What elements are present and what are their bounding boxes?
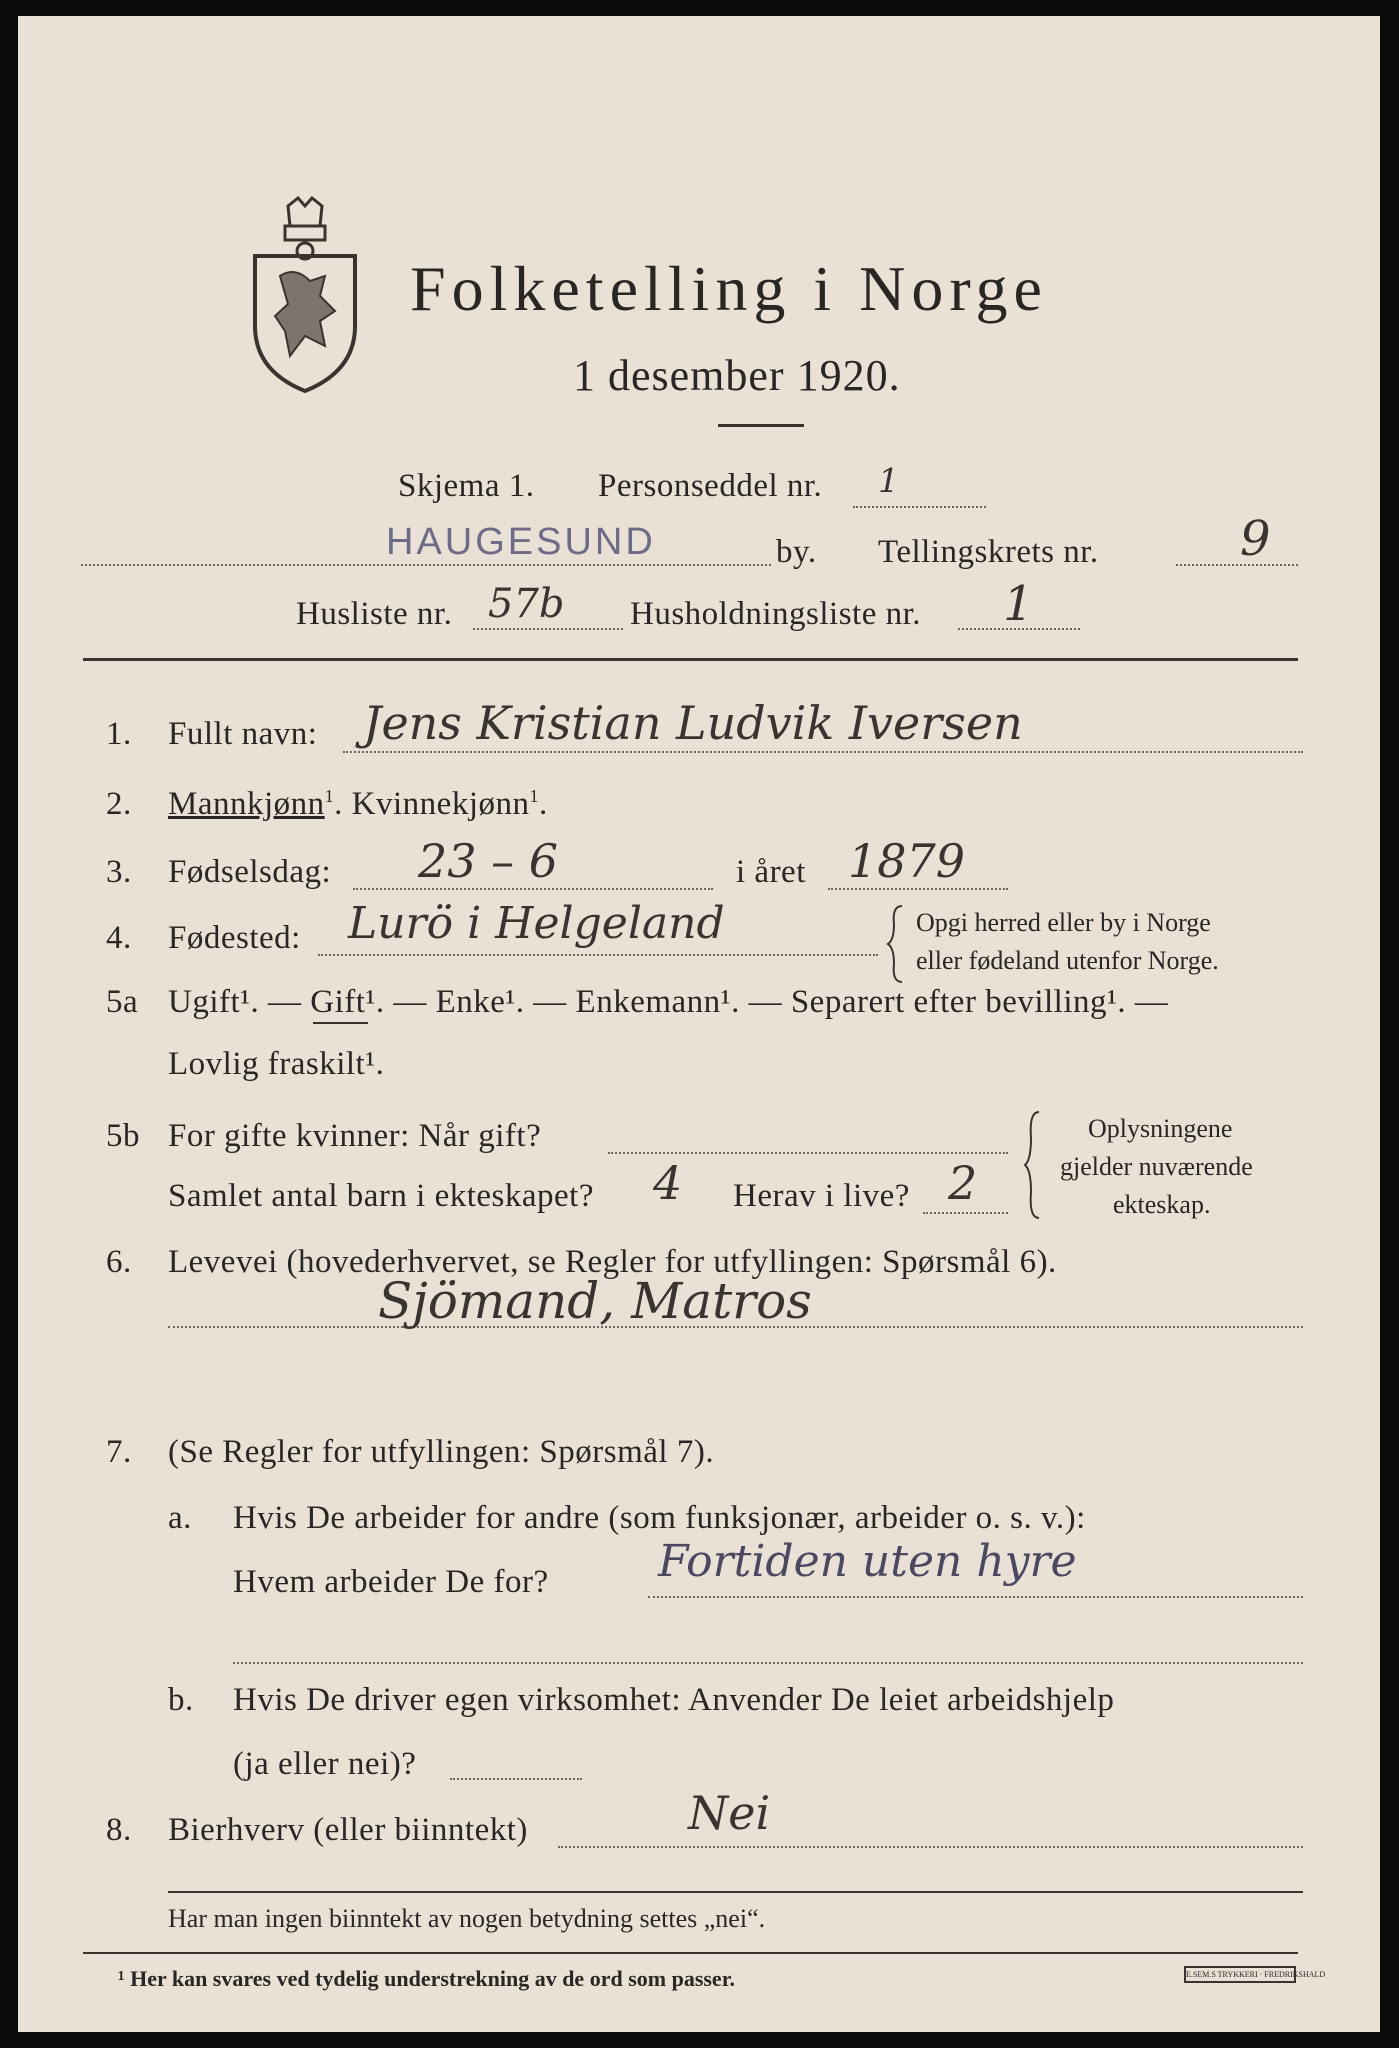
q8-number: 8.	[106, 1812, 132, 1848]
q7b-text: Hvis De driver egen virksomhet: Anvender De leiet arbeidshjelp	[233, 1682, 1115, 1718]
q6-number: 6.	[106, 1244, 132, 1280]
footnote: ¹ Her kan svares ved tydelig understrekning av de ord som passer.	[118, 1966, 735, 1991]
footer-note: Har man ingen biinntekt av nogen betydning settes „nei“.	[168, 1904, 766, 1933]
husholdningsliste-label: Husholdningsliste nr.	[630, 596, 922, 632]
q4-note-line-2: eller fødeland utenfor Norge.	[916, 946, 1219, 975]
husliste-value: 57b	[488, 581, 565, 627]
q1-number: 1.	[106, 716, 132, 752]
q7b-letter: b.	[168, 1682, 194, 1718]
husholdningsliste-value: 1	[1003, 576, 1034, 632]
norwegian-coat-of-arms-icon	[240, 196, 370, 396]
q5b-note-line-2: gjelder nuværende	[1060, 1152, 1253, 1181]
q5b-alive-label: Herav i live?	[733, 1178, 910, 1214]
q2-sex-options: Mannkjønn$^1$. Kvinnekjønn$^1$.	[168, 786, 548, 822]
q1-full-name-value: Jens Kristian Ludvik Iversen	[363, 696, 1023, 750]
q6-label: Levevei (hovederhvervet, se Regler for utfyllingen: Spørsmål 6).	[168, 1244, 1057, 1280]
q7a-letter: a.	[168, 1500, 192, 1536]
q7a-employer-label: Hvem arbeider De for?	[233, 1564, 549, 1600]
q8-label: Bierhverv (eller biinntekt)	[168, 1812, 528, 1848]
q4-label: Fødested:	[168, 920, 301, 956]
q5b-married-label: For gifte kvinner: Når gift?	[168, 1118, 542, 1154]
q3-birthday-value: 23 – 6	[418, 834, 559, 888]
q5b-brace-icon	[1023, 1110, 1043, 1220]
q4-number: 4.	[106, 920, 132, 956]
q7a-text: Hvis De arbeider for andre (som funksjonær, arbeider o. s. v.):	[233, 1500, 1086, 1536]
q6-occupation-value: Sjömand, Matros	[378, 1272, 812, 1330]
q2-mannkjonn-underlined: Mannkjønn	[168, 786, 325, 822]
q5b-number: 5b	[106, 1118, 140, 1154]
form-date: 1 desember 1920.	[573, 351, 901, 400]
personseddel-label: Personseddel nr.	[598, 468, 823, 504]
by-label: by.	[776, 534, 817, 570]
skjema-label: Skjema 1.	[398, 468, 535, 504]
q4-note-line-1: Opgi herred eller by i Norge	[916, 908, 1211, 937]
tellingskrets-value: 9	[1240, 511, 1271, 567]
q5a-marital-options: Ugift¹. — Gift¹. — Enke¹. — Enkemann¹. — Separert efter bevilling¹. —	[168, 984, 1169, 1020]
q3-number: 3.	[106, 854, 132, 890]
form-title: Folketelling i Norge	[410, 253, 1048, 324]
q7a-employer-value: Fortiden uten hyre	[658, 1536, 1077, 1587]
q3-label: Fødselsdag:	[168, 854, 332, 890]
q7b-label: (ja eller nei)?	[233, 1746, 417, 1782]
footnote-divider	[83, 1952, 1298, 1954]
header-rule	[83, 658, 1298, 661]
personseddel-value: 1	[878, 461, 900, 500]
q5b-note-line-1: Oplysningene	[1088, 1114, 1233, 1143]
tellingskrets-label: Tellingskrets nr.	[878, 534, 1099, 570]
city-stamp: HAUGESUND	[386, 521, 656, 563]
q5b-children-value: 4	[653, 1156, 683, 1210]
q5b-alive-value: 2	[948, 1156, 978, 1210]
q2-number: 2.	[106, 786, 132, 822]
q2-kvinnekjonn: Kvinnekjønn	[351, 786, 530, 822]
title-divider	[718, 424, 804, 427]
census-form	[18, 16, 1380, 2032]
q5b-note-line-3: ekteskap.	[1113, 1190, 1211, 1219]
q7-number: 7.	[106, 1434, 132, 1470]
printer-mark: E.SEM.S TRYKKERI · FREDRIKSHALD	[1184, 1966, 1296, 1983]
q7-label: (Se Regler for utfyllingen: Spørsmål 7).	[168, 1434, 715, 1470]
q3-year-label: i året	[736, 854, 806, 890]
q5b-children-label: Samlet antal barn i ekteskapet?	[168, 1178, 595, 1214]
q1-label: Fullt navn:	[168, 716, 318, 752]
q4-birthplace-value: Lurö i Helgeland	[348, 898, 725, 949]
q3-year-value: 1879	[848, 834, 966, 888]
q5a-number: 5a	[106, 984, 139, 1020]
q5a-marital-options-2: Lovlig fraskilt¹.	[168, 1046, 385, 1082]
q8-side-income-value: Nei	[688, 1786, 771, 1840]
husliste-label: Husliste nr.	[296, 596, 453, 632]
q4-brace-icon	[886, 904, 906, 984]
note-divider	[168, 1891, 1303, 1893]
q5a-gift-underline	[313, 1022, 368, 1024]
